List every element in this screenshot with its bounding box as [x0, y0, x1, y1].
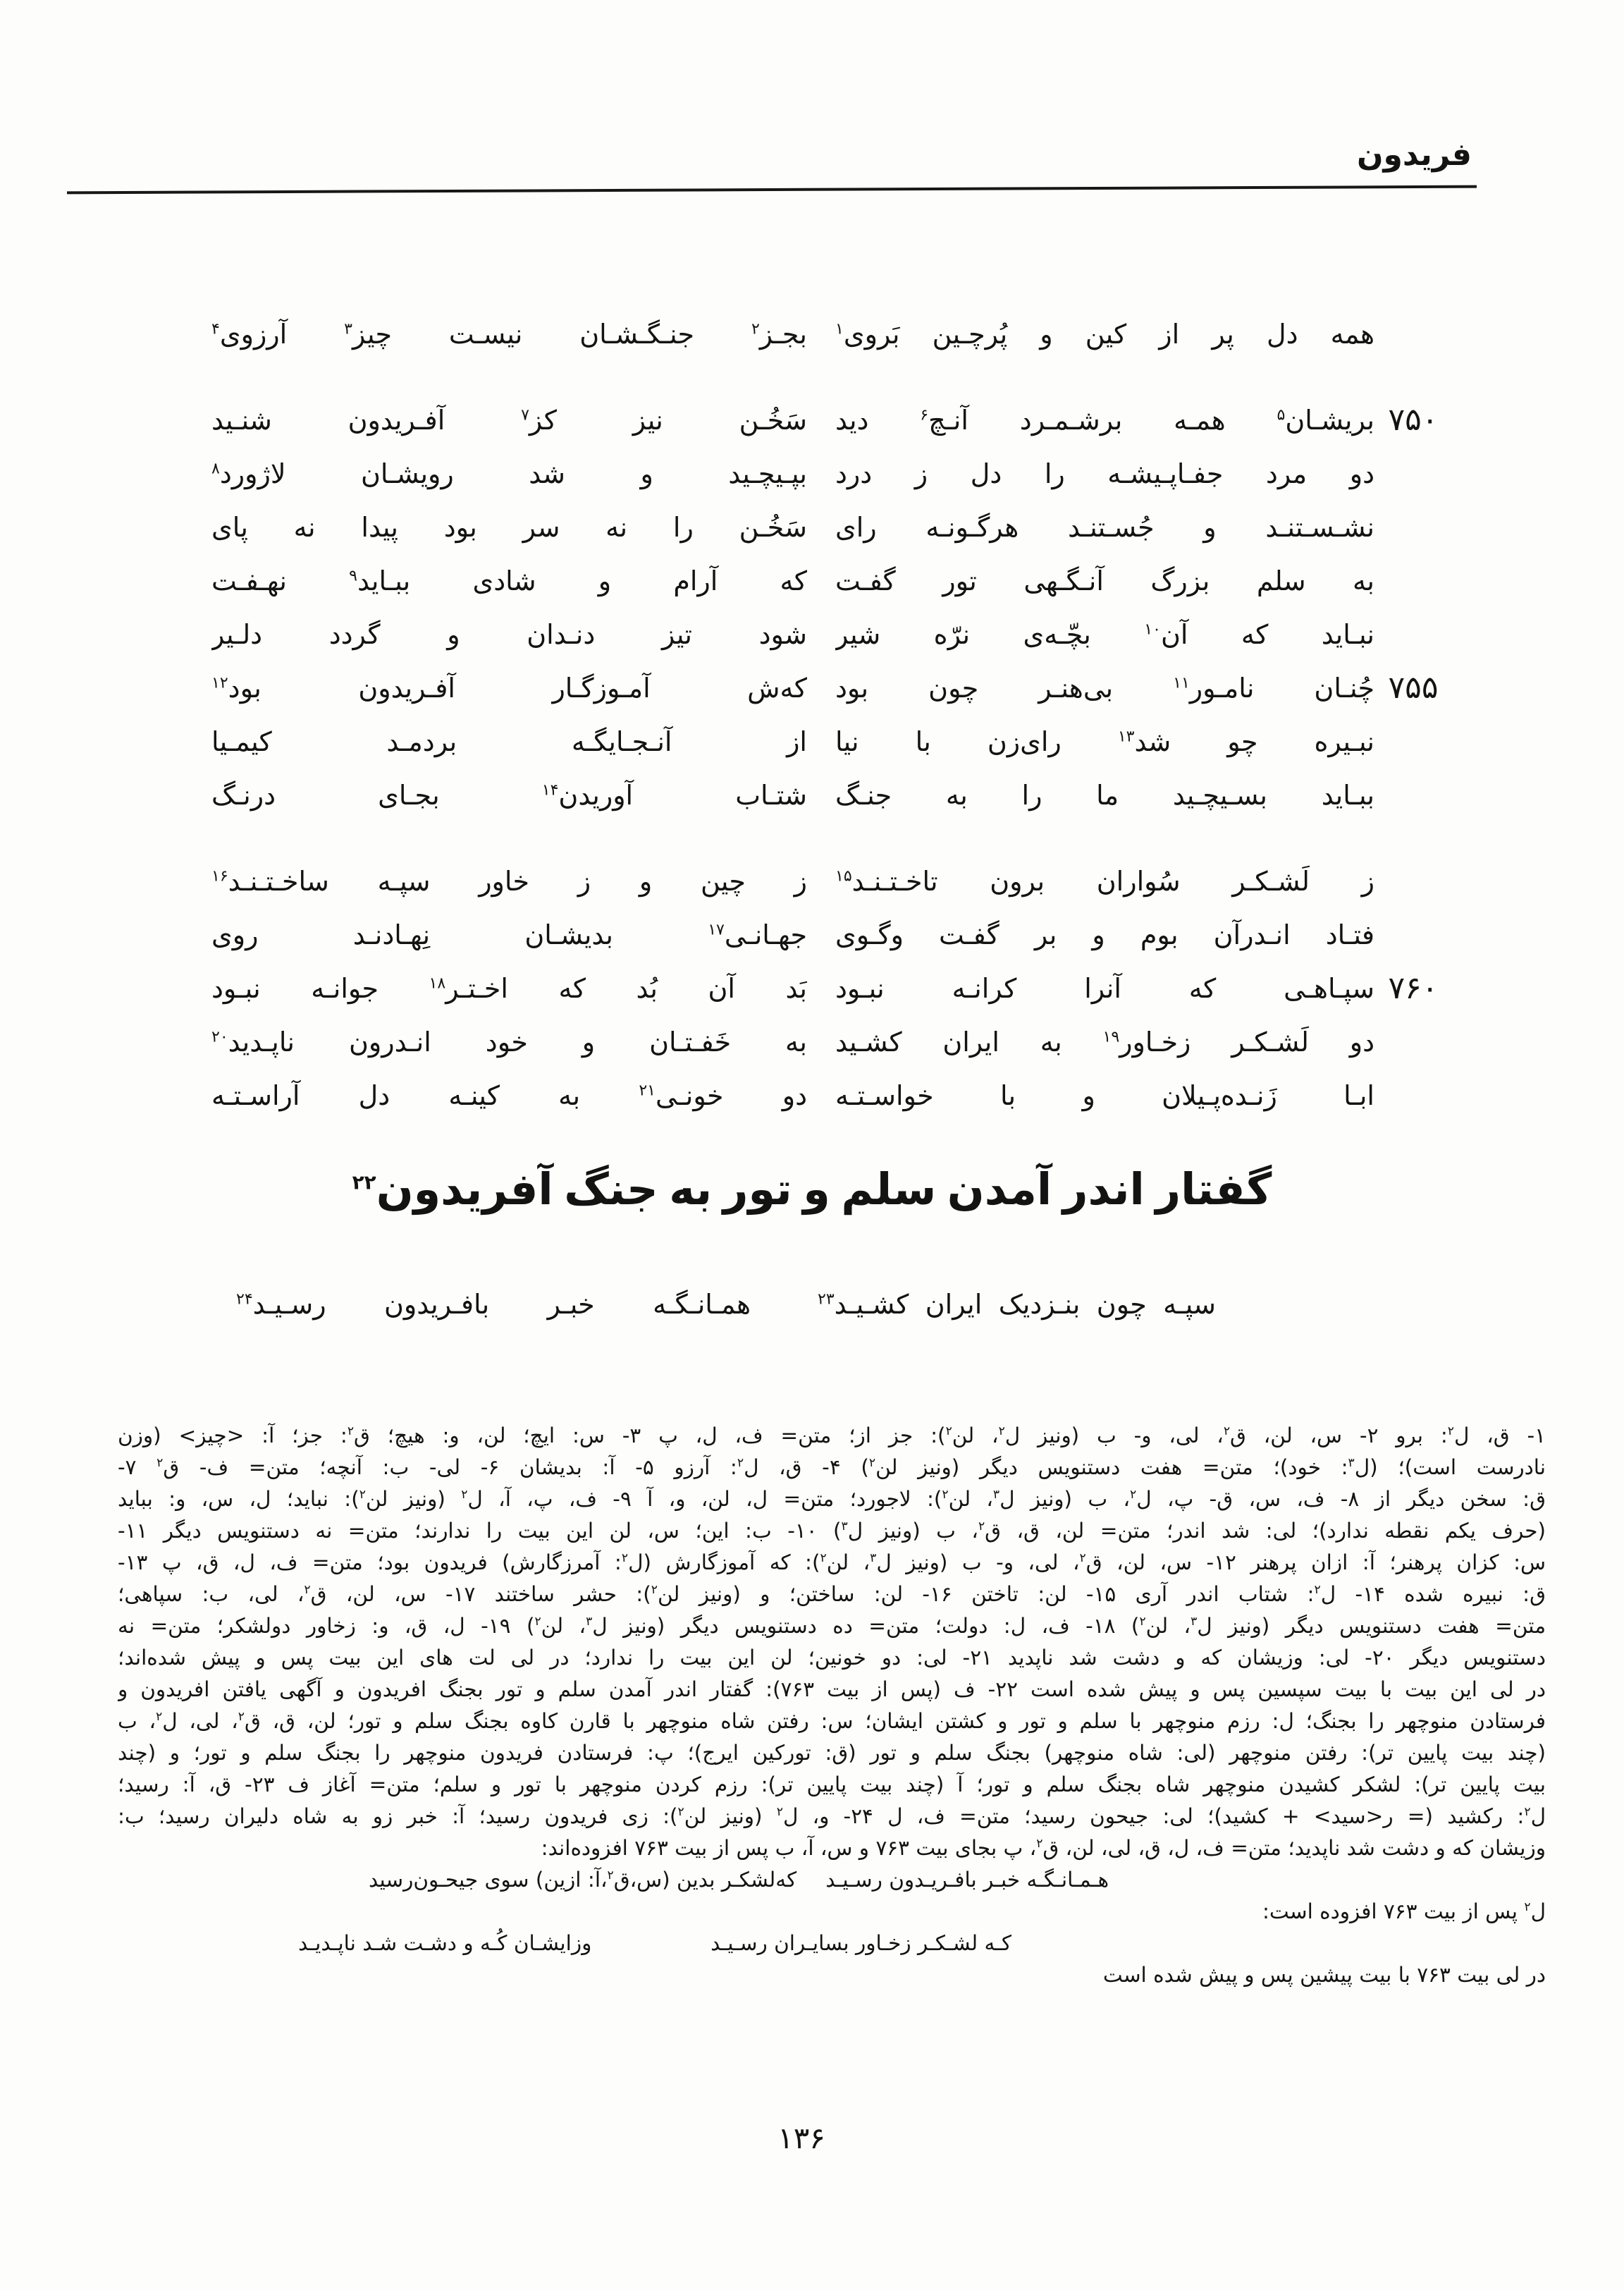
page-number: ۱۳۶: [777, 2121, 825, 2155]
footnote-line: نادرست است)؛ (ل$^۳$: خود)؛ متن= هفت دستنویس دیگر (ونیز لن$^۲$) ۴- ق، ل$^۲$: آرزو ۵- آ: بدیشان ۶- لی- ب: آنچه؛ متن= ف- ق$^۲$ ۷-: [118, 1455, 1546, 1479]
hemistich-right: چُنـان نامـور$^{۱۱}$ بی‌هنـر چون بود: [835, 673, 1374, 704]
hemistich-right: همه دل پر از کین و پُرچـین بَروی$^۱$: [835, 319, 1374, 350]
footnote-line: در لی این بیت با بیت سپسین پس و پیش شده است ۲۲- ف (پس از بیت ۷۶۳): گفتار اندر آمدن سلم و تور بجنگ افریدون و آگهی یافتن افریدون و: [118, 1677, 1546, 1701]
footnote-verse-hemistich-left: که‌لشکـر بدین (س،ق$^۲$،آ: ازین) سوی جیحـون‌رسید: [369, 1868, 797, 1892]
verse-number: ۷۶۰: [1388, 970, 1439, 1006]
hemistich-right: سپـاهـی که آنرا کرانـه نبـود: [835, 973, 1374, 1004]
hemistich-right: دو مرد جفـاپـیشـه را دل ز درد: [835, 458, 1374, 489]
verse-row: [211, 608, 1452, 661]
hemistich-left: جهـانـی$^{۱۷}$ بدیشـان نِهـادنـد روی: [211, 919, 807, 950]
hemistich-left: سَخُـن را نه سر بود پیدا نه پای: [211, 512, 807, 543]
hemistich-left: بجـز$^۲$ جنـگـشـان نیسـت چیز$^۳$ آرزوی$^۴$: [211, 319, 807, 350]
footnote-line: (حرف یکم نقطه ندارد)؛ لی: شد اندر؛ متن= لن، ق، ق$^۲$، ب (ونیز ل$^۳$) ۱۰- ب: این؛ س، لن این بیت را ندارند؛ متن= نه دستنویس دیگر ۱۱-: [118, 1519, 1546, 1543]
hemistich-right: نبـاید که آن$^{۱۰}$ بچّـه‌ی نرّه شیر: [835, 619, 1374, 650]
verse-row: [211, 661, 1452, 715]
hemistich-left: دو خونـی$^{۲۱}$ به کینـه دل آراسـتـه: [211, 1080, 807, 1111]
verse-row: [211, 769, 1452, 822]
hemistich-right: فتـاد انـدرآن بوم و بر گفـت وگـوی: [835, 919, 1374, 950]
verse-row: [211, 501, 1452, 554]
footnote-line: س: کزان پرهنر؛ آ: ازان پرهنر ۱۲- س، لن، ق$^۲$، لی، و- ب (ونیز ل$^۳$، لن$^۲$): که آموزگارش (ل$^۲$: آمرزگارش) فریدون بود؛ متن= ف، ل، ق، پ ۱۳-: [118, 1550, 1546, 1574]
verse-row: [211, 1015, 1452, 1069]
verse-row: [211, 855, 1452, 908]
verse-row: [211, 1069, 1452, 1122]
footnote-line: بیت پایین تر): لشکر کشیدن منوچهر شاه بجنگ سلم و تور؛ آ (چند بیت پایین تر): رزم کردن منوچهر با تور و سلم؛ متن= آغاز ف ۲۳- ق، آ: رسید؛: [118, 1772, 1546, 1796]
verse-row: [211, 908, 1452, 962]
hemistich-left: که آرام و شادی ببـاید$^۹$ نهـفـت: [211, 565, 807, 596]
verse-row: [211, 554, 1452, 608]
footnote-line: ق: سخن دیگر از ۸- ف، س، ق- پ، ل$^۲$، ب (ونیز ل$^۳$، لن$^۲$): لاجورد؛ متن= ل، لن، و، آ ۹- ف، پ، آ، ل$^۲$ (ونیز لن$^۲$): نباید؛ ل، س، و: بباید: [118, 1487, 1546, 1511]
verse-row: [211, 962, 1452, 1015]
footnote-verse-line: [369, 1864, 1109, 1896]
footnote-line: ل$^۲$: رکشید (= ر<سید> + کشید)؛ لی: جیحون رسید؛ متن= ف، ل ۲۴- و، ل$^۲$ (ونیز لن$^۲$): زی فریدون رسید؛ آ: خبر زو به شاه دلیران رسید؛ ب:: [118, 1804, 1546, 1828]
footnote-line: در لی بیت ۷۶۳ با بیت پیشین پس و پیش شده است: [1102, 1963, 1546, 1987]
verse-row: [211, 393, 1452, 447]
hemistich-right: بریشـان$^۵$ همـه برشـمـرد آنـچ$^۶$ دید: [835, 405, 1374, 436]
hemistich-right: ببـاید بسـیچـید ما را به جنـگ: [835, 780, 1374, 811]
footnote-line: فرستادن منوچهر را بجنگ؛ ل: رزم منوچهر با سلم و تور و کشتن ایشان؛ س: رفتن شاه منوچهر با قارن کاوه بجنگ سلم و تور؛ لن، ق، ق$^۲$، لی، ل$^۲$، ب: [118, 1709, 1546, 1733]
running-head-title: فریدون: [1356, 137, 1472, 173]
footnote-line: (چند بیت پایین تر): رفتن منوچهر (لی: شاه منوچهر) بجنگ سلم و تور (ق: تورکین ایرج)؛ پ: فرستادن فریدون منوچهر را بجنگ سلم و تور؛ و (چند: [118, 1741, 1546, 1765]
footnote-verse-hemistich-right: هـمـانـگـه خبـر بافـریـدون رسـیـد: [825, 1868, 1109, 1892]
hemistich-right: دو لَشـکـر زخـاور$^{۱۹}$ به ایران کشـید: [835, 1027, 1374, 1058]
hemistich-left: بَد آن بُد که اخـتـر$^{۱۸}$ جوانـه نبـود: [211, 973, 807, 1004]
footnote-line: متن= هفت دستنویس دیگر (ونیز ل$^۳$، لن$^۲$) ۱۸- ف، ل: دولت؛ متن= ده دستنویس دیگر (ونیز ل$^۳$، لن$^۲$) ۱۹- ل، ق، و: زخاور دولشکر؛ متن= نه: [118, 1614, 1546, 1638]
verse-block: [211, 307, 1452, 1122]
verse-row: [211, 307, 1452, 361]
hemistich-right-after-heading: سپـه چون بنـزدیک ایران کشـیـد$^{۲۳}$: [818, 1289, 1216, 1320]
section-heading-text: گفتار اندر آمدن سلم و تور به جنگ آفریدون: [376, 1163, 1272, 1215]
footnote-verse-hemistich-left: وزایشـان کُـه و دشـت شـد ناپـدیـد: [298, 1931, 592, 1955]
footnote-line: ق: نبیره شده ۱۴- ل$^۲$: شتاب اندر آری ۱۵- لن: تاختن ۱۶- لن: ساختن؛ و (ونیز لن$^۲$): حشر ساختند ۱۷- س، لن، ق$^۲$، لی، ب: سپاهی؛: [118, 1582, 1546, 1606]
hemistich-left: شتـاب آوریدن$^{۱۴}$ بجـای درنـگ: [211, 780, 807, 811]
section-heading-footnote-marker: ۲۲: [352, 1170, 376, 1194]
hemistich-right: به سلم بزرگ آنـگـهی تور گفـت: [835, 565, 1374, 596]
hemistich-left: شود تیز دنـدان و گردد دلـیر: [211, 619, 807, 650]
hemistich-right: ابـا زَنـده‌پـیلان و با خواسـتـه: [835, 1080, 1374, 1111]
footnote-verse-hemistich-right: کـه لشـکـر زخـاور بسایـران رسـیـد: [710, 1931, 1011, 1955]
hemistich-right: ز لَشـکـر سُواران برون تاخـتـنـد$^{۱۵}$: [835, 866, 1374, 897]
hemistich-left: ز چین و ز خاور سپـه ساخـتـنـد$^{۱۶}$: [211, 866, 807, 897]
footnote-line: دستنویس دیگر ۲۰- لی: وزیشان که و دشت شد ناپدید ۲۱- لی: دو خونین؛ لن این بیت را ندارد؛ در لی لت های این بیت پس و پیش شده‌اند؛: [118, 1646, 1546, 1670]
hemistich-left-after-heading: همـانـگـه خبـر بافـریدون رسـیـد$^{۲۴}$: [236, 1289, 751, 1320]
footnote-line: ل$^۲$ پس از بیت ۷۶۳ افزوده است:: [1262, 1899, 1546, 1923]
verse-number: ۷۵۵: [1388, 670, 1439, 706]
hemistich-left: بپـیچـید و شد رویشـان لاژورد$^۸$: [211, 458, 807, 489]
hemistich-right: نشـسـتنـد و جُسـتنـد هرگـونـه رای: [835, 512, 1374, 543]
hemistich-left: که‌ش آمـوزگـار آفـریدون بود$^{۱۲}$: [211, 673, 807, 704]
verse-number: ۷۵۰: [1388, 402, 1439, 438]
hemistich-right: نبـیره چو شد$^{۱۳}$ رای‌زن با نیا: [835, 726, 1374, 757]
verse-row: [211, 447, 1452, 501]
footnote-verse-line: [298, 1928, 1011, 1959]
hemistich-left: سَخُـن نیز کز$^۷$ آفـریدون شنـید: [211, 405, 807, 436]
footnotes-block: [118, 1420, 1546, 1991]
footnote-line: ۱- ق، ل$^۲$: برو ۲- س، لن، ق$^۲$، لی، و- ب (ونیز ل$^۲$، لن$^۲$): جز از؛ متن= ف، ل، پ ۳- س: ایچ؛ لن، و: هیچ؛ ق$^۲$: جز؛ آ: <چیز> (وزن: [118, 1423, 1546, 1447]
verse-row: [211, 715, 1452, 769]
header-rule: [67, 185, 1477, 195]
hemistich-left: از آنـجـایگـه بردمـد کیمـیا: [211, 726, 807, 757]
footnote-line: وزیشان که و دشت شد ناپدید؛ متن= ف، ل، ق، لی، لن، ق$^۲$، پ بجای بیت ۷۶۳ و س، آ، ب پس از بیت ۷۶۳ افزوده‌اند:: [541, 1836, 1546, 1860]
hemistich-left: به خَفـتـان و خود انـدرون ناپـدید$^{۲۰}$: [211, 1027, 807, 1058]
section-heading: [0, 1163, 1624, 1215]
